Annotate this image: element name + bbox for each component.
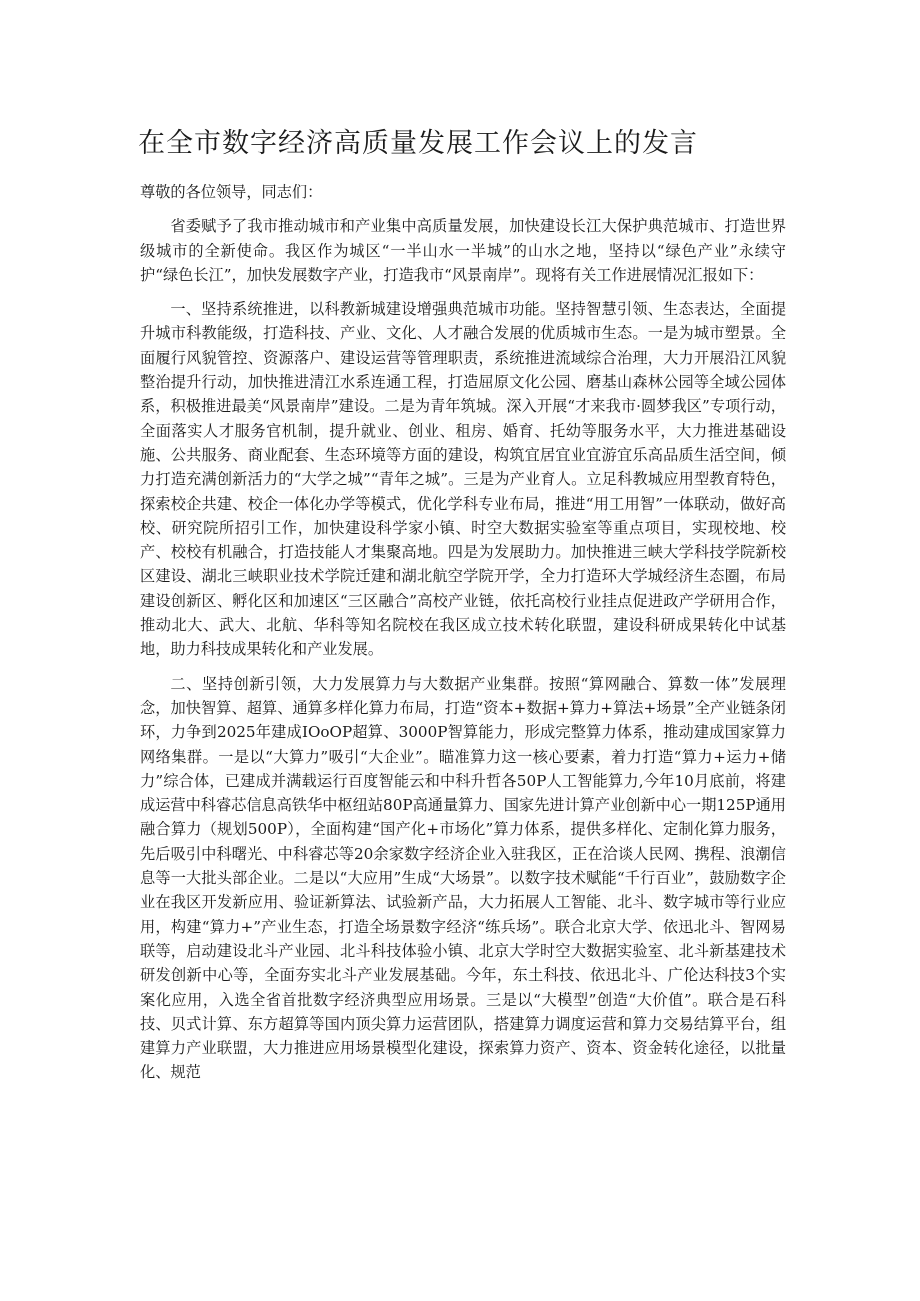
paragraph-section-1: 一、坚持系统推进，以科教新城建设增强典范城市功能。坚持智慧引领、生态表达，全面提升城市科教能级，打造科技、产业、文化、人才融合发展的优质城市生态。一是为城市塑景。全面履行风貌管控、资源落户、建设运营等管理职责，系统推进流域综合治理，大力开展沿江风貌整治提升行动，加快推进清江水系连通工程，打造屈原文化公园、磨基山森林公园等全域公园体系，积极推进最美“风景南岸”建设。二是为青年筑城。深入开展“才来我市·圆梦我区”专项行动，全面落实人才服务官机制，提升就业、创业、租房、婚育、托幼等服务水平，大力推进基础设施、公共服务、商业配套、生态环境等方面的建设，构筑宜居宜业宜游宜乐高品质生活空间，倾力打造充满创新活力的“大学之城”“青年之城”。三是为产业育人。立足科教城应用型教育特色，探索校企共建、校企一体化办学等模式，优化学科专业布局，推进“用工用智”一体联动，做好高校、研究院所招引工作，加快建设科学家小镇、时空大数据实验室等重点项目，实现校地、校产、校校有机融合，打造技能人才集聚高地。四是为发展助力。加快推进三峡大学科技学院新校区建设、湖北三峡职业技术学院迁建和湖北航空学院开学，全力打造环大学城经济生态圈，布局建设创新区、孵化区和加速区“三区融合”高校产业链，依托高校行业挂点促进政产学研用合作，推动北大、武大、北航、华科等知名院校在我区成立技术转化联盟，建设科研成果转化中试基地，助力科技成果转化和产业发展。	[140, 300, 786, 659]
salutation: 尊敬的各位领导，同志们：	[140, 183, 323, 201]
paragraph-section-2: 二、坚持创新引领，大力发展算力与大数据产业集群。按照“算网融合、算数一体”发展理念，加快智算、超算、通算多样化算力布局，打造“资本+数据+算力+算法+场景”全产业链条闭环，力争到2025年建成IOoOP超算、3000P智算能力，形成完整算力体系，推动建成国家算力网络集群。一是以“大算力”吸引“大企业”。瞄准算力这一核心要素，着力打造“算力+运力+储力”综合体，已建成并满载运行百度智能云和中科升哲各50P人工智能算力,今年10月底前，将建成运营中科睿芯信息高铁华中枢纽站80P高通量算力、国家先进计算产业创新中心一期125P通用融合算力（规划500P），全面构建“国产化+市场化”算力体系，提供多样化、定制化算力服务，先后吸引中科曙光、中科睿芯等20余家数字经济企业入驻我区，正在洽谈人民网、携程、浪潮信息等一大批头部企业。二是以“大应用”生成“大场景”。以数字技术赋能“千行百业”，鼓励数字企业在我区开发新应用、验证新算法、试验新产品，大力拓展人工智能、北斗、数字城市等行业应用，构建“算力+”产业生态，打造全场景数字经济“练兵场”。联合北京大学、依迅北斗、智网易联等，启动建设北斗产业园、北斗科技体验小镇、北京大学时空大数据实验室、北斗新基建技术研发创新中心等，全面夯实北斗产业发展基础。今年，东土科技、依迅北斗、广伦达科技3个实案化应用，入选全省首批数字经济典型应用场景。三是以“大模型”创造“大价值”。联合是石科技、贝式计算、东方超算等国内顶尖算力运营团队，搭建算力调度运营和算力交易结算平台，组建算力产业联盟，大力推进应用场景模型化建设，探索算力资产、资本、资金转化途径，以批量化、规范	[140, 674, 786, 1082]
document-body	[140, 180, 786, 1095]
paragraph-intro: 省委赋予了我市推动城市和产业集中高质量发展，加快建设长江大保护典范城市、打造世界级城市的全新使命。我区作为城区“一半山水一半城”的山水之地，坚持以“绿色产业”永续守护“绿色长江”，加快发展数字产业，打造我市“风景南岸”。现将有关工作进展情况汇报如下：	[140, 217, 786, 284]
document-title: 在全市数字经济高质量发展工作会议上的发言	[138, 128, 698, 159]
